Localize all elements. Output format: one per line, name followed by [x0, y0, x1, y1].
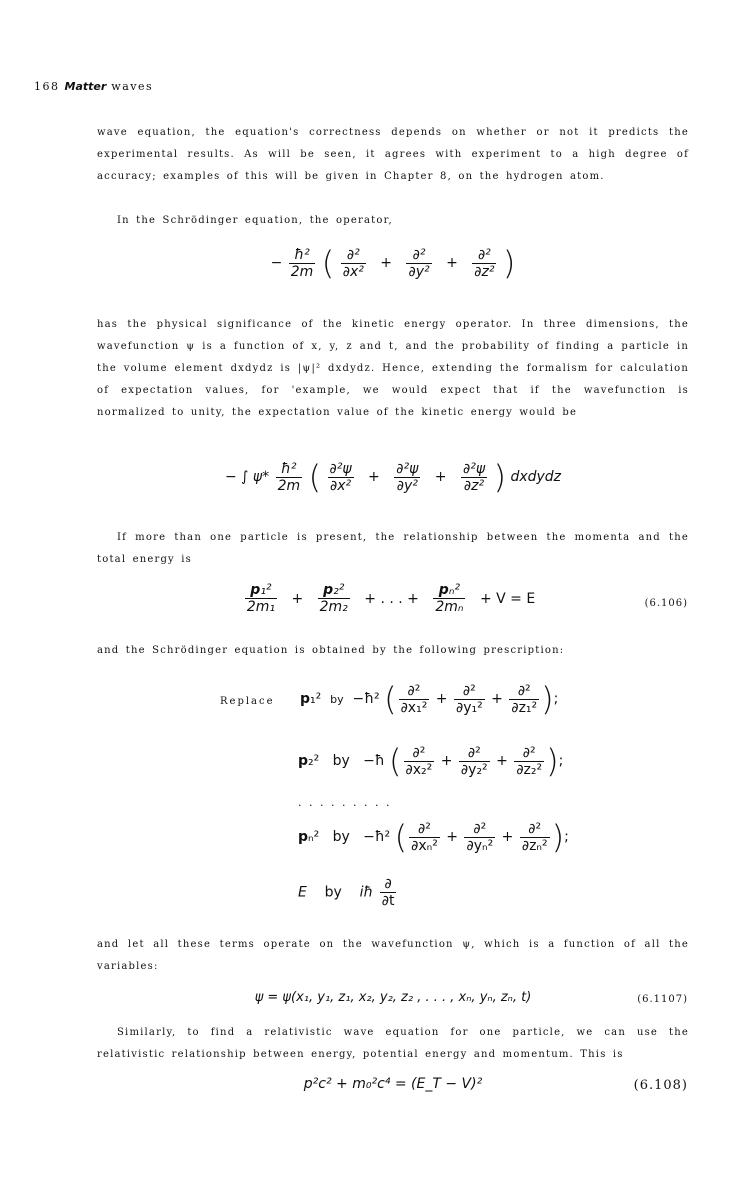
kinetic-operator-equation: − $\frac{\text{ħ²}}{2m}$ ( $\frac{\text{∂²}}{\text{∂x²}}$ + $\frac{\text{∂²}}{\text{∂y²}}$ + $\frac{\text{∂²}}{\text{∂z²}}$ ): [270, 244, 516, 282]
paragraph-2: In the Schrödinger equation, the operator,: [117, 215, 393, 226]
relativistic-equation: p²c² + m₀²c⁴ = (E_T − V)²: [303, 1076, 483, 1092]
paragraph-4: If more than one particle is present, the relationship between the momenta and the total energy is: [97, 532, 689, 565]
replace-p2-row: p₂² by −ħ ( $\frac{\text{∂²}}{\text{∂x₂²}}$ + $\frac{\text{∂²}}{\text{∂y₂²}}$ + $\frac{\text{∂²}}{\text{∂z₂²}}$ );: [298, 742, 564, 780]
total-energy-equation: $\frac{\text{p₁²}}{\text{2m₁}}$ + $\frac{\text{p₂²}}{\text{2m₂}}$ + . . . + $\frac{\text{pₙ²}}{\text{2mₙ}}$ + V = E: [246, 582, 536, 615]
paragraph-7: Similarly, to find a relativistic wave equation for one particle, we can use the relativistic relationship between energy, potential energy and momentum. This is: [97, 1027, 689, 1060]
wavefunction-variables-equation: ψ = ψ(x₁, y₁, z₁, x₂, y₂, z₂ , . . . , xₙ, yₙ, zₙ, t): [254, 990, 532, 1005]
paragraph-6: and let all these terms operate on the wavefunction ψ, which is a function of all the variables:: [97, 939, 689, 972]
equation-number-6-108: (6.108): [633, 1078, 688, 1093]
replace-label: Replace: [220, 696, 275, 707]
replace-pn-row: pₙ² by −ħ² ( $\frac{\text{∂²}}{\text{∂xₙ²}}$ + $\frac{\text{∂²}}{\text{∂yₙ²}}$ + $\frac{\text{∂²}}{\text{∂zₙ²}}$ );: [298, 818, 569, 856]
running-header: [34, 80, 153, 93]
paragraph-3: has the physical significance of the kinetic energy operator. In three dimensions, the wavefunction ψ is a function of x, y, z and t, and the probability of finding a particle in the volume element dxdydz is |ψ|² dxdydz. Hence, extending the formalism for calculation of expectation values, for 'example, we would expect that if the wavefunction is normalized to unity, the expectation value of the kinetic energy would be: [97, 319, 689, 418]
equation-number-6-106: (6.106): [644, 598, 688, 609]
replace-energy-row: E by iħ $\frac{\partial}{\partial t}$: [298, 876, 395, 909]
paragraph-5: and the Schrödinger equation is obtained by the following prescription:: [97, 645, 565, 656]
chapter-title: Matter: [64, 80, 107, 93]
ellipsis-row: . . . . . . . . .: [298, 796, 392, 809]
kinetic-expectation-equation: − ∫ ψ* $\frac{\text{ħ²}}{2m}$ ( $\frac{\text{∂²ψ}}{\text{∂x²}}$ + $\frac{\text{∂²ψ}}{\text{∂y²}}$ + $\frac{\text{∂²ψ}}{\text{∂z²}}$ ) dxdydz: [224, 458, 562, 496]
chapter-subtitle: waves: [111, 80, 154, 93]
page-number: 168: [34, 80, 60, 93]
paragraph-1: wave equation, the equation's correctness depends on whether or not it predicts the experimental results. As will be seen, it agrees with experiment to a high degree of accuracy; examples of this will be given in Chapter 8, on the hydrogen atom.: [97, 127, 689, 182]
replace-p1-row: p₁² by −ħ² ( $\frac{\text{∂²}}{\text{∂x₁²}}$ + $\frac{\text{∂²}}{\text{∂y₁²}}$ + $\frac{\text{∂²}}{\text{∂z₁²}}$ );: [300, 680, 559, 718]
equation-number-6-1107: (6.1107): [637, 994, 688, 1005]
